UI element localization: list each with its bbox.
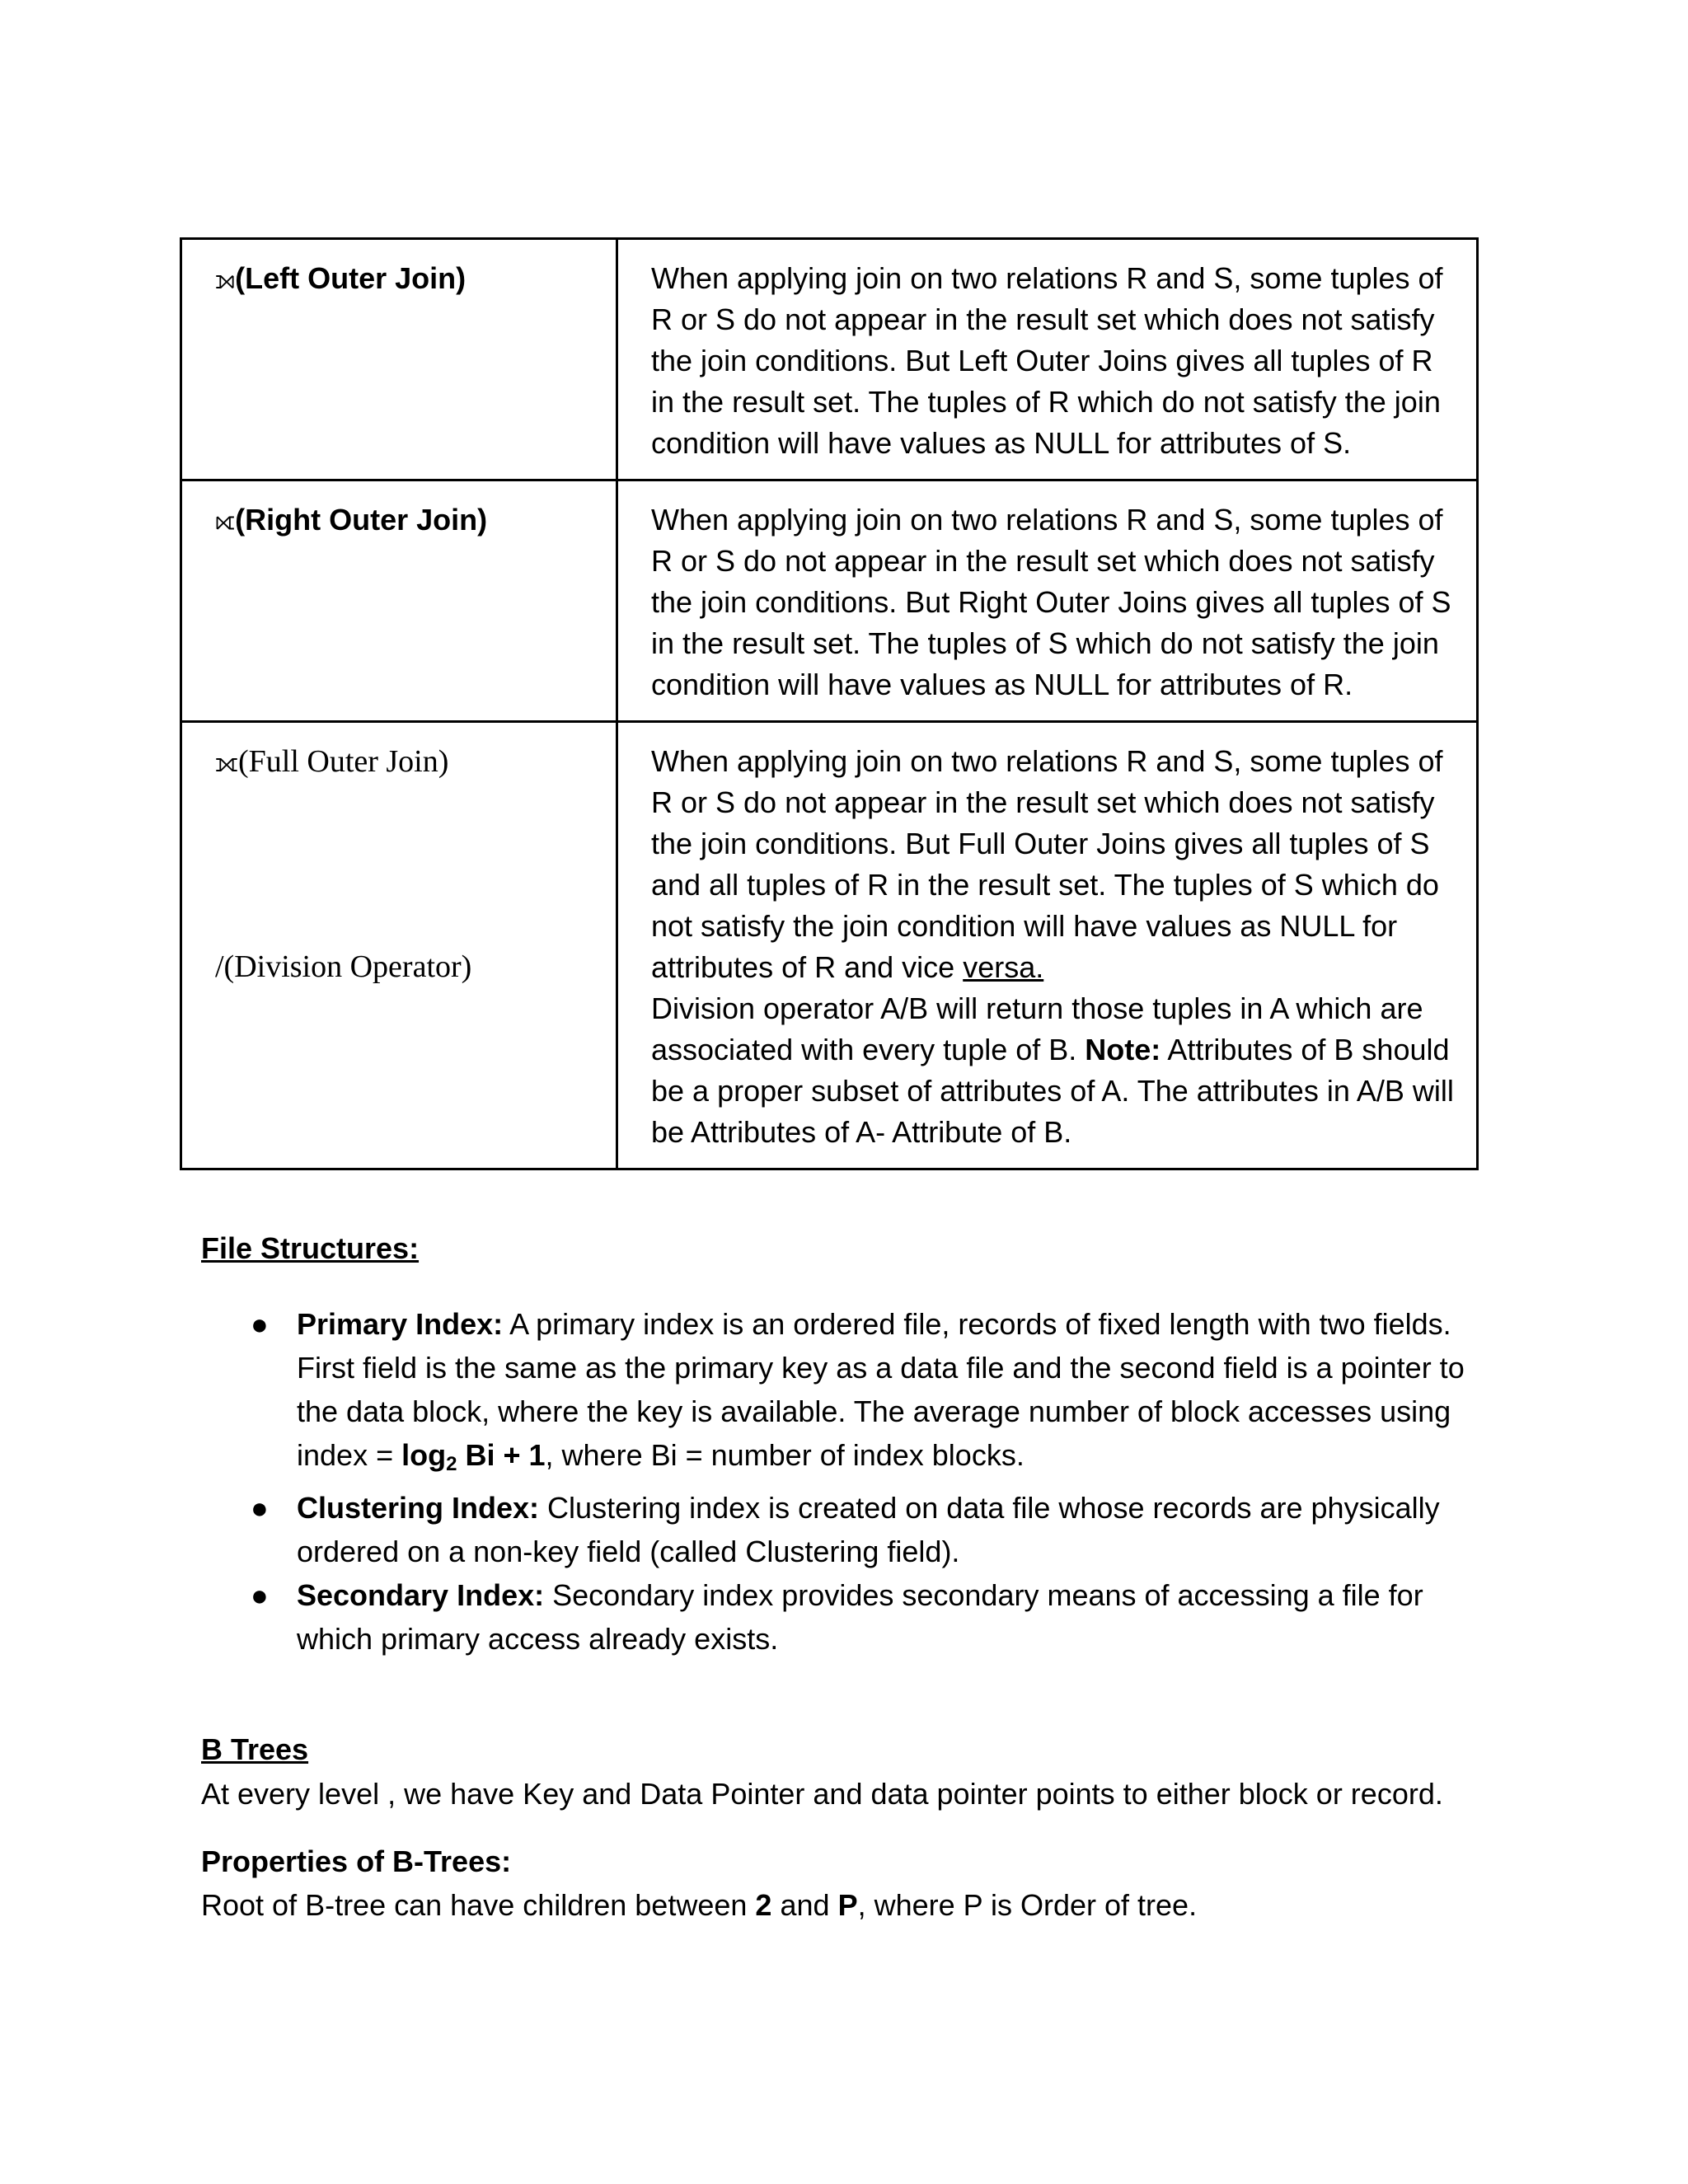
description-cell: When applying join on two relations R and S, some tuples of R or S do not appear in the result set which does not satisfy the join conditions. But Left Outer Joins gives all tuples of R in the result set. The tuples of R which do not satisfy the join condition will have values as NULL for attributes of S. <box>617 239 1478 480</box>
table-row <box>181 722 1478 1169</box>
bullet-icon: ● <box>251 1491 269 1525</box>
bullet-icon: ● <box>251 1578 269 1612</box>
term: Secondary Index: <box>297 1578 545 1612</box>
properties-text: Root of B-tree can have children between 2 and P, where P is Order of tree. <box>201 1888 1198 1922</box>
description-cell: When applying join on two relations R and S, some tuples of R or S do not appear in the result set which does not satisfy the join conditions. But Right Outer Joins gives all tuples of S in the result set. The tuples of S which do not satisfy the join condition will have values as NULL for attributes of R. <box>617 480 1478 722</box>
term: Primary Index: <box>297 1307 504 1341</box>
operator-cell <box>181 239 617 480</box>
b-trees-heading: B Trees <box>201 1732 309 1766</box>
list-item <box>251 1486 1503 1573</box>
description-cell <box>617 722 1478 1169</box>
division-note-text: Attributes of B should be a proper subset of attributes of A. The attributes in A/B will be Attributes of A- Attribute of B. <box>651 1033 1454 1149</box>
item-text: Secondary index provides secondary means of accessing a file for which primary access already exists. <box>297 1578 1423 1656</box>
list-item <box>251 1302 1503 1486</box>
operator-cell <box>181 722 617 1169</box>
full-outer-join-description: When applying join on two relations R and S, some tuples of R or S do not appear in the result set which does not satisfy the join conditions. But Full Outer Joins gives all tuples of S and all tuples of R in the result set. The tuples of S which do not satisfy the join condition will have values as NULL for attributes of R and vice <box>651 744 1443 984</box>
item-text: Clustering index is created on data file whose records are physically ordered on a non-key field (called Clustering field). <box>297 1491 1440 1568</box>
operator-label: (Left Outer Join) <box>235 261 467 295</box>
index-list <box>251 1302 1503 1661</box>
item-text-after: , where Bi = number of index blocks. <box>545 1438 1025 1472</box>
division-operator-label: /(Division Operator) <box>215 949 472 984</box>
properties-heading: Properties of B-Trees: <box>201 1844 512 1878</box>
table-row <box>181 239 1478 480</box>
relational-operators-table <box>180 237 1479 1170</box>
table-row <box>181 480 1478 722</box>
term: Clustering Index: <box>297 1491 540 1525</box>
left-outer-join-symbol: ⟕ <box>215 264 236 295</box>
note-label: Note: <box>1085 1033 1161 1066</box>
file-structures-heading: File Structures: <box>201 1231 420 1265</box>
item-text: A primary index is an ordered file, records of fixed length with two fields. First field is the same as the primary key as a data file and the second field is a pointer to the data block, where the key is available. The average number of block accesses using index = <box>297 1307 1465 1472</box>
list-item <box>251 1573 1503 1661</box>
operator-label: (Right Outer Join) <box>235 503 488 537</box>
right-outer-join-symbol: ⟖ <box>215 505 236 537</box>
operator-cell <box>181 480 617 722</box>
formula: $\log_2 Bi + 1$ <box>401 1438 546 1475</box>
underlined-text: versa. <box>963 950 1044 984</box>
bullet-icon: ● <box>251 1307 269 1341</box>
b-trees-text: At every level , we have Key and Data Pointer and data pointer points to either block or record. <box>201 1777 1443 1811</box>
division-description: Division operator A/B will return those tuples in A which are associated with every tuple of B. <box>651 991 1423 1066</box>
full-outer-join-symbol: ⟗ <box>215 747 238 778</box>
operator-label: (Full Outer Join) <box>237 744 449 779</box>
